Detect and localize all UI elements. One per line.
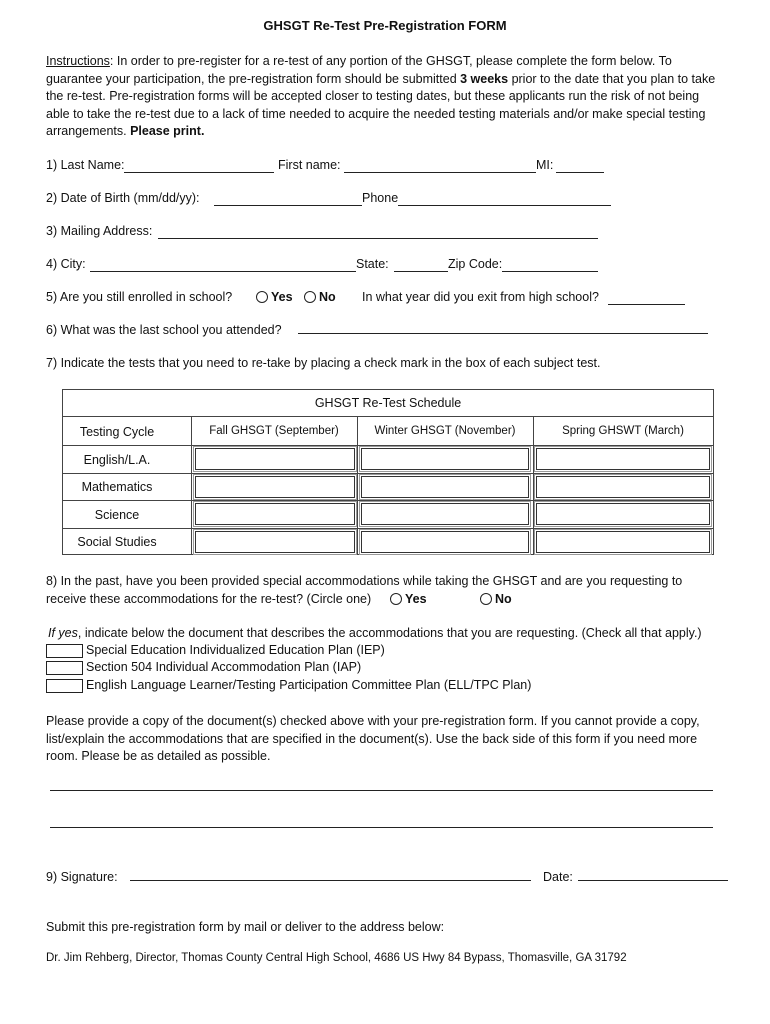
mi-field[interactable] (556, 172, 604, 173)
phone-field[interactable] (398, 205, 611, 206)
accommodations-yes-option[interactable] (390, 592, 427, 606)
instructions-bold-1: 3 weeks (460, 71, 509, 86)
date-field[interactable] (578, 880, 728, 881)
retest-schedule-table (62, 389, 714, 555)
radio-icon[interactable] (390, 593, 402, 605)
accommodations-no-label: No (495, 592, 512, 606)
header-spring: Spring GHSWT (March) (562, 425, 684, 437)
city-label: 4) City: (46, 257, 86, 271)
enrolled-yes-option[interactable] (256, 290, 293, 304)
english-spring-checkbox[interactable] (536, 448, 710, 470)
radio-icon[interactable] (480, 593, 492, 605)
form-title: GHSGT Re-Test Pre-Registration FORM (263, 18, 507, 33)
state-label: State: (356, 257, 389, 271)
dob-field[interactable] (214, 205, 362, 206)
instructions-text-2: prior to the date that you plan to take the re-test. Pre-registration forms will be accepted closer to testing dates, but these applicants run the risk of not being able to take the re-test due to a lack of time needed to acquire the needed testing materials and/or make special testing arrangements. (46, 71, 716, 139)
social-studies-winter-checkbox[interactable] (361, 531, 529, 553)
iap-checkbox[interactable] (46, 661, 83, 675)
math-winter-checkbox[interactable] (361, 476, 529, 498)
city-field[interactable] (90, 271, 356, 272)
last-school-question: 6) What was the last school you attended? (46, 323, 282, 337)
retake-question: 7) Indicate the tests that you need to re-take by placing a check mark in the box of each subject test. (46, 356, 601, 370)
zip-field[interactable] (502, 271, 598, 272)
math-spring-checkbox[interactable] (536, 476, 710, 498)
signature-field[interactable] (130, 880, 531, 881)
instructions-text-1: : In order to pre-register for a re-test of any portion of the GHSGT, please complete the form below. To guarantee your participation, the pre-registration form should be submitted (46, 54, 672, 86)
mailing-address: Dr. Jim Rehberg, Director, Thomas County Central High School, 4686 US Hwy 84 Bypass, Thomasville, GA 31792 (46, 952, 627, 964)
schedule-title: GHSGT Re-Test Schedule (314, 396, 462, 410)
address-label: 3) Mailing Address: (46, 224, 153, 238)
state-field[interactable] (394, 271, 448, 272)
english-fall-checkbox[interactable] (195, 448, 355, 470)
subject-math: Mathematics (81, 480, 153, 494)
exit-year-field[interactable] (608, 304, 685, 305)
enrolled-no-label: No (319, 290, 336, 304)
accommodations-yes-label: Yes (405, 592, 427, 606)
first-name-field[interactable] (344, 172, 536, 173)
instructions-label: Instructions (46, 54, 110, 68)
if-yes-lead: If yes (48, 626, 78, 640)
accommodations-question-line-1: 8) In the past, have you been provided special accommodations while taking the GHSGT and are you requesting to (46, 574, 683, 588)
instructions-bold-2: Please print. (130, 124, 205, 139)
date-label: Date: (543, 870, 573, 884)
header-winter: Winter GHSGT (November) (374, 425, 516, 437)
accommodations-no-option[interactable] (480, 592, 512, 606)
social-studies-spring-checkbox[interactable] (536, 531, 710, 553)
enrolled-yes-label: Yes (271, 290, 293, 304)
iap-label: Section 504 Individual Accommodation Plan (IAP) (86, 660, 362, 674)
english-winter-checkbox[interactable] (361, 448, 529, 470)
instructions-paragraph (46, 53, 726, 141)
enrolled-no-option[interactable] (304, 290, 336, 304)
if-yes-text: , indicate below the document that describes the accommodations that you are requesting. (Check all that apply.) (77, 626, 702, 640)
subject-social-studies: Social Studies (77, 535, 157, 549)
address-field[interactable] (158, 238, 598, 239)
signature-label: 9) Signature: (46, 870, 118, 884)
iep-label: Special Education Individualized Education Plan (IEP) (86, 643, 385, 657)
social-studies-fall-checkbox[interactable] (195, 531, 355, 553)
first-name-label: First name: (278, 158, 341, 172)
science-winter-checkbox[interactable] (361, 503, 529, 525)
accommodations-question-line-2: receive these accommodations for the re-test? (Circle one) (46, 592, 372, 606)
subject-science: Science (94, 508, 140, 522)
iep-checkbox[interactable] (46, 644, 83, 658)
science-fall-checkbox[interactable] (195, 503, 355, 525)
subject-english: English/L.A. (83, 453, 151, 467)
last-name-label: 1) Last Name: (46, 158, 125, 172)
explanation-line-2[interactable] (50, 827, 713, 828)
zip-label: Zip Code: (448, 257, 503, 271)
last-school-field[interactable] (298, 333, 708, 334)
header-fall: Fall GHSGT (September) (209, 425, 339, 437)
radio-icon[interactable] (304, 291, 316, 303)
phone-label: Phone (362, 191, 399, 205)
math-fall-checkbox[interactable] (195, 476, 355, 498)
mi-label: MI: (536, 158, 554, 172)
header-testing-cycle: Testing Cycle (79, 425, 155, 439)
if-yes-instruction (48, 626, 702, 640)
submit-instructions: Submit this pre-registration form by mail or deliver to the address below: (46, 920, 445, 934)
ell-tpc-label: English Language Learner/Testing Participation Committee Plan (ELL/TPC Plan) (86, 678, 532, 692)
exit-year-label: In what year did you exit from high school? (362, 290, 599, 304)
last-name-field[interactable] (124, 172, 274, 173)
dob-label: 2) Date of Birth (mm/dd/yy): (46, 191, 200, 205)
enrolled-question: 5) Are you still enrolled in school? (46, 290, 233, 304)
science-spring-checkbox[interactable] (536, 503, 710, 525)
explanation-line-1[interactable] (50, 790, 713, 791)
copy-instructions: Please provide a copy of the document(s) checked above with your pre-registration form. If you cannot provide a copy, list/explain the accommodations that are specified in the document(s). Use the back side of this form if you need more room. Please be as detailed as possible. (46, 714, 700, 764)
ell-tpc-checkbox[interactable] (46, 679, 83, 693)
radio-icon[interactable] (256, 291, 268, 303)
